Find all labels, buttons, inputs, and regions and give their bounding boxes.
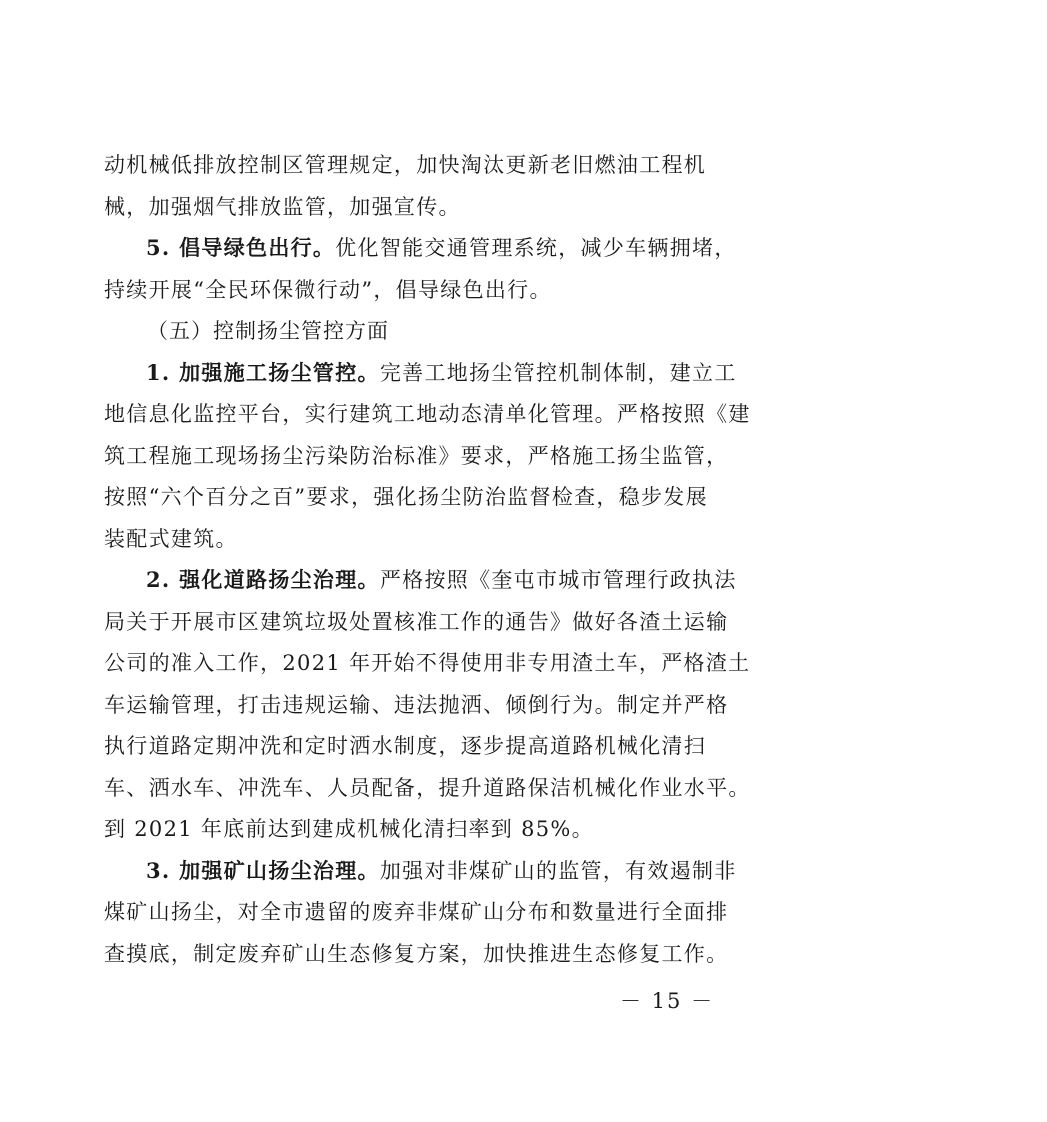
body-text-line: 地信息化监控平台，实行建筑工地动态清单化管理。严格按照《建 <box>104 402 751 426</box>
paragraph-green-travel <box>146 233 737 263</box>
body-text: 优化智能交通管理系统，减少车辆拥堵， <box>335 236 737 260</box>
paragraph-heading: 1. 加强施工扬尘管控。 <box>146 360 380 385</box>
body-text-line: 筑工程施工现场扬尘污染防治标准》要求，严格施工扬尘监管， <box>104 444 729 468</box>
body-text-line: 装配式建筑。 <box>104 527 238 551</box>
body-text: 加强对非煤矿山的监管，有效遏制非 <box>379 859 737 883</box>
body-text-line: 局关于开展市区建筑垃圾处置核准工作的通告》做好各渣土运输 <box>104 610 729 634</box>
page-number: － 15 － <box>620 989 715 1013</box>
paragraph-road-dust <box>146 565 737 595</box>
body-text-line: 动机械低排放控制区管理规定，加快淘汰更新老旧燃油工程机 <box>104 153 707 177</box>
body-text-line: 械，加强烟气排放监管，加强宣传。 <box>104 195 461 219</box>
body-text-line: 车、洒水车、冲洗车、人员配备，提升道路保洁机械化作业水平。 <box>104 776 751 800</box>
body-text-line: 执行道路定期冲洗和定时洒水制度，逐步提高道路机械化清扫 <box>104 734 707 758</box>
body-text-line: 按照“六个百分之百”要求，强化扬尘防治监督检查，稳步发展 <box>104 485 708 509</box>
body-text-line: 持续开展“全民环保微行动”，倡导绿色出行。 <box>104 278 552 302</box>
body-text-line: 公司的准入工作，2021 年开始不得使用非专用渣土车，严格渣土 <box>104 651 751 675</box>
paragraph-heading: 3. 加强矿山扬尘治理。 <box>146 858 380 883</box>
body-text-line: 车运输管理，打击违规运输、违法抛洒、倾倒行为。制定并严格 <box>104 693 729 717</box>
paragraph-mine-dust <box>146 856 737 886</box>
body-text-line: 查摸底，制定废弃矿山生态修复方案，加快推进生态修复工作。 <box>104 942 729 966</box>
paragraph-construction-dust <box>146 358 737 388</box>
body-text: 完善工地扬尘管控机制体制，建立工 <box>379 361 737 385</box>
body-text-line: 煤矿山扬尘，对全市遗留的废弃非煤矿山分布和数量进行全面排 <box>104 900 729 924</box>
body-text: 严格按照《奎屯市城市管理行政执法 <box>379 568 737 592</box>
body-text-line: 到 2021 年底前达到建成机械化清扫率到 85%。 <box>104 817 594 841</box>
paragraph-heading: 5. 倡导绿色出行。 <box>146 235 336 260</box>
paragraph-heading: 2. 强化道路扬尘治理。 <box>146 567 380 592</box>
section-subheading: （五）控制扬尘管控方面 <box>147 319 389 343</box>
